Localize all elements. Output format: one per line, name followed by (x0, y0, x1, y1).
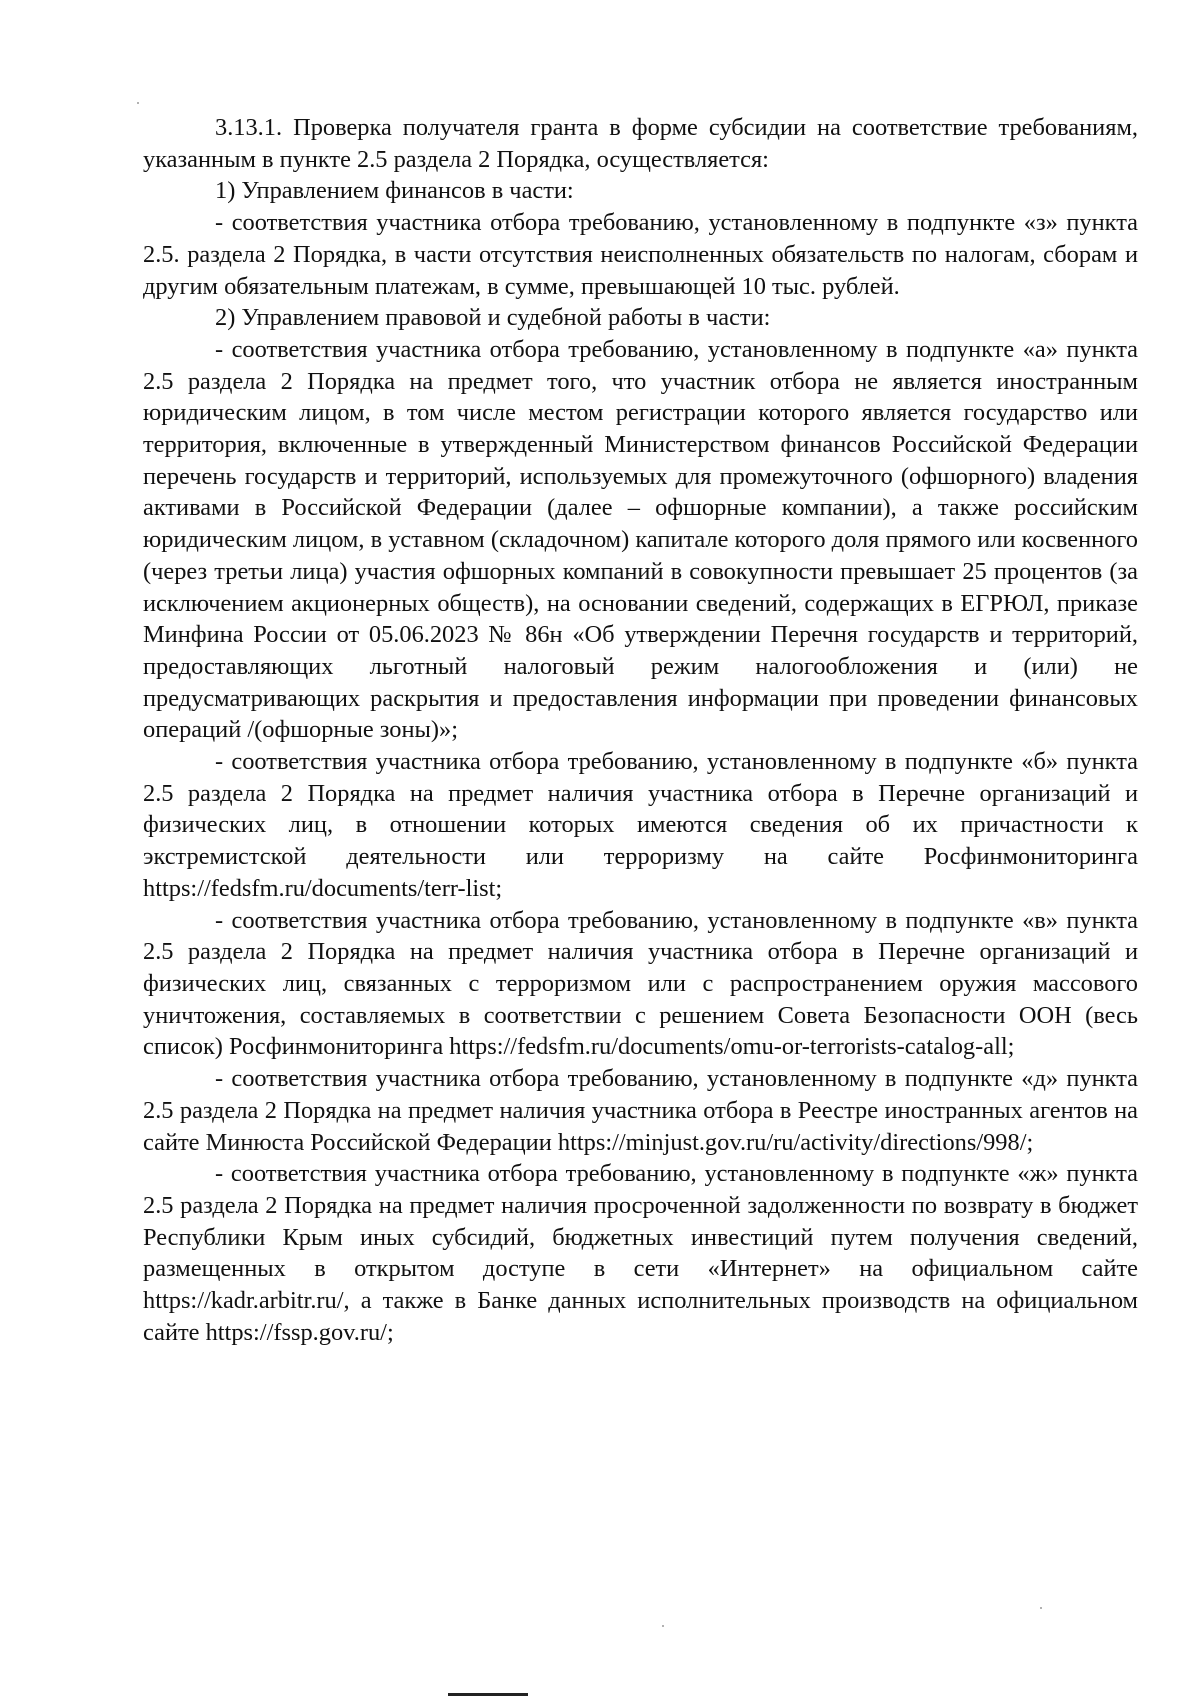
scan-speck (137, 102, 139, 104)
item-subpoint-a: - соответствия участника отбора требованию, установленному в подпункте «а» пункта 2.5 раздела 2 Порядка на предмет того, что участник отбора не является иностранным юридическим лицом, в том числе местом регистрации которого является государство или территория, включенные в утвержденный Министерством финансов Российской Федерации перечень государств и территорий, используемых для промежуточного (офшорного) владения активами в Российской Федерации (далее – офшорные компании), а также российским юридическим лицом, в уставном (складочном) капитале которого доля прямого или косвенного (через третьи лица) участия офшорных компаний в совокупности превышает 25 процентов (за исключением акционерных обществ), на основании сведений, содержащих в ЕГРЮЛ, приказе Минфина России от 05.06.2023 № 86н «Об утверждении Перечня государств и территорий, предоставляющих льготный налоговый режим налогообложения и (или) не предусматривающих раскрытия и предоставления информации при проведении финансовых операций /(офшорные зоны)»; (143, 335, 1138, 744)
item-subpoint-v: - соответствия участника отбора требованию, установленному в подпункте «в» пункта 2.5 раздела 2 Порядка на предмет наличия участника отбора в Перечне организаций и физических лиц, связанных с терроризмом или с распространением оружия массового уничтожения, составляемых в соответствии с решением Совета Безопасности ООН (весь список) Росфинмониторинга https://fedsfm.ru/documents/omu-or-terrorists-catalog-all; (143, 906, 1138, 1061)
item-legal-department: 2) Управлением правовой и судебной работы в части: (215, 304, 771, 332)
paragraph-3-13-1: 3.13.1. Проверка получателя гранта в форме субсидии на соответствие требованиям, указанным в пункте 2.5 раздела 2 Порядка, осуществляется: (143, 114, 1138, 173)
item-subpoint-zh: - соответствия участника отбора требованию, установленному в подпункте «ж» пункта 2.5 раздела 2 Порядка на предмет наличия просроченной задолженности по возврату в бюджет Республики Крым иных субсидий, бюджетных инвестиций путем получения сведений, размещенных в открытом доступе в сети «Интернет» на официальном сайте https://kadr.arbitr.ru/, а также в Банке данных исполнительных производств на официальном сайте https://fssp.gov.ru/; (143, 1160, 1138, 1346)
item-finance-department: 1) Управлением финансов в части: (215, 177, 574, 205)
item-subpoint-z: - соответствия участника отбора требованию, установленному в подпункте «з» пункта 2.5. раздела 2 Порядка, в части отсутствия неисполненных обязательств по налогам, сборам и другим обязательным платежам, в сумме, превышающей 10 тыс. рублей. (143, 209, 1138, 300)
item-subpoint-b: - соответствия участника отбора требованию, установленному в подпункте «б» пункта 2.5 раздела 2 Порядка на предмет наличия участника отбора в Перечне организаций и физических лиц, в отношении которых имеются сведения об их причастности к экстремистской деятельности или терроризму на сайте Росфинмониторинга https://fedsfm.ru/documents/terr-list; (143, 748, 1138, 902)
page-edge-fragment (448, 1693, 528, 1704)
item-subpoint-d: - соответствия участника отбора требованию, установленному в подпункте «д» пункта 2.5 раздела 2 Порядка на предмет наличия участника отбора в Реестре иностранных агентов на сайте Минюста Российской Федерации https://minjust.gov.ru/ru/activity/directions/998/; (143, 1065, 1138, 1156)
scan-speck (1040, 1607, 1042, 1609)
document-body (143, 112, 1138, 1348)
scan-speck (662, 1625, 664, 1627)
